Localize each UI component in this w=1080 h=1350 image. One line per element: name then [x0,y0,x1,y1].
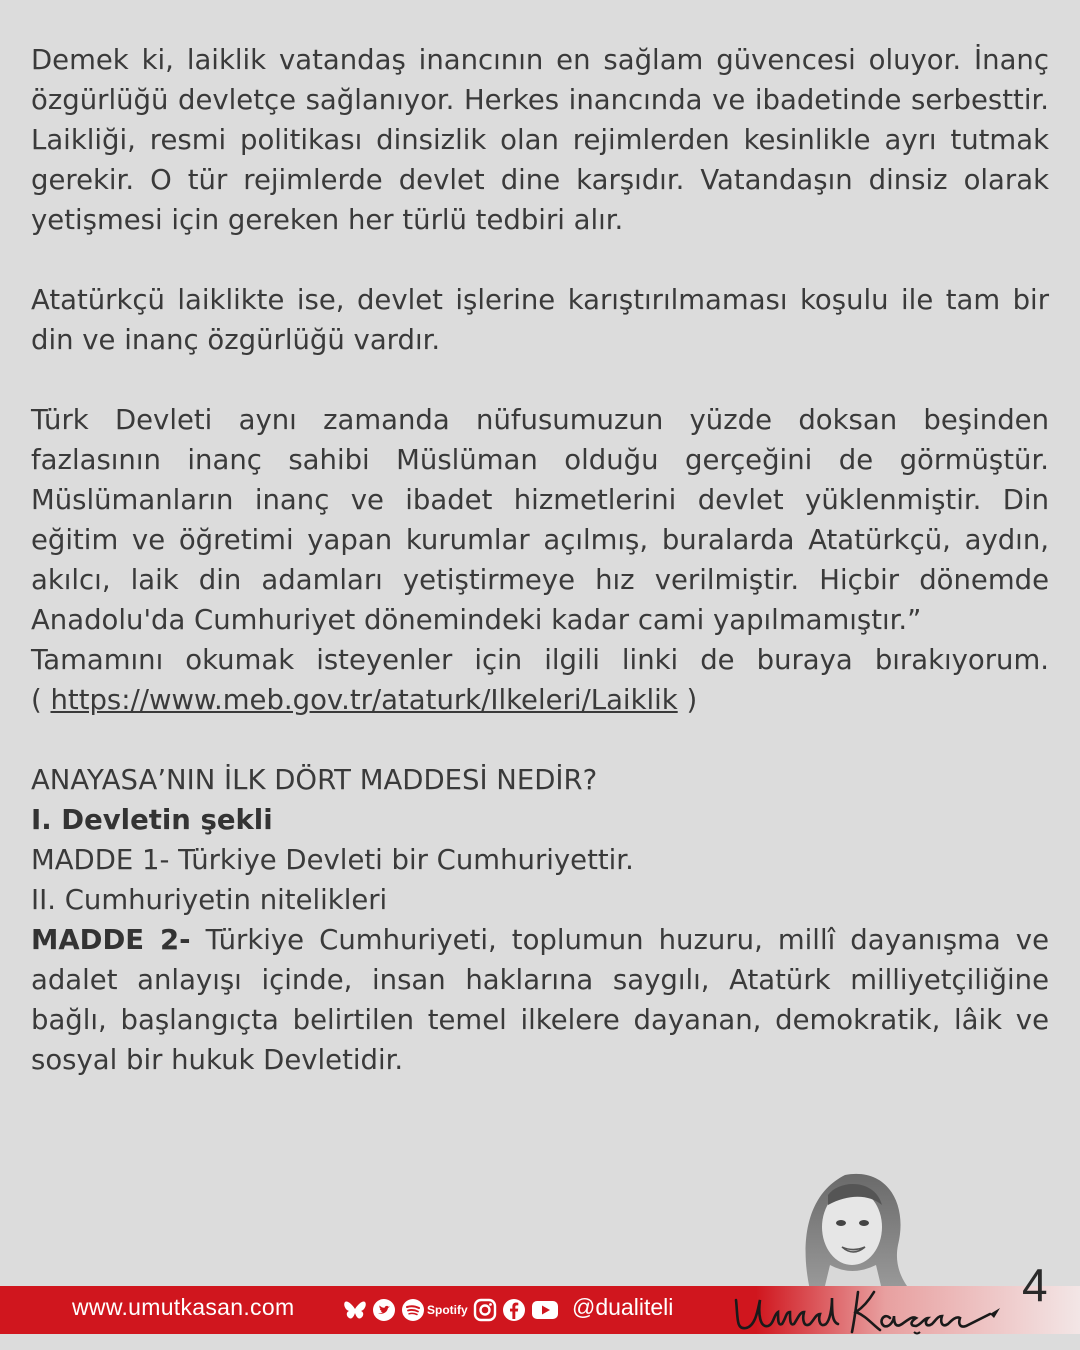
link-line [31,680,1049,720]
link-close-paren: ) [677,684,698,716]
website-link[interactable]: www.umutkasan.com [72,1294,295,1320]
page-number: 4 [1022,1259,1048,1311]
bluesky-icon[interactable] [343,1299,367,1321]
instagram-icon[interactable] [473,1298,497,1322]
link-open-paren: ( [31,684,51,716]
paragraph-ataturkcu-laiklik: Atatürkçü laiklikte ise, devlet işlerine karıştırılmaması koşulu ile tam bir din ve inanç özgürlüğü vardır. [31,284,1049,356]
paragraph-turk-devleti: Türk Devleti aynı zamanda nüfusumuzun yüzde doksan beşinden fazlasının inanç sahibi Müslüman olduğu gerçeğini de görmüştür. Müslümanların inanç ve ibadet hizmetlerini devlet yüklenmiştir. Din eğitim ve öğretimi yapan kurumlar açılmış, buralarda Atatürkçü, aydın, akılcı, laik din adamları yetiştirmeye hız verilmiştir. Hiçbir dönemde Anadolu'da Cumhuriyet dönemindeki kadar cami yapılmamıştır.” [31,404,1049,636]
paragraph-link-intro: Tamamını okumak isteyenler için ilgili linki de buraya bırakıyorum. [31,644,1049,676]
article-1: MADDE 1- Türkiye Devleti bir Cumhuriyettir. [31,844,634,876]
author-portrait [770,1165,920,1290]
signature-umut-kasan [728,1278,1008,1338]
article-2-text: Türkiye Cumhuriyeti, toplumun huzuru, millî dayanışma ve adalet anlayışı içinde, insan haklarına saygılı, Atatürk milliyetçiliğine bağlı, başlangıçta belirtilen temel ilkelere dayanan, demokratik, lâik ve sosyal bir hukuk Devletidir. [31,924,1049,1076]
social-handle[interactable]: @dualiteli [572,1294,674,1320]
youtube-icon[interactable] [531,1299,559,1321]
section-1-title: I. Devletin şekli [31,804,273,836]
paragraph-laiklik-guvence: Demek ki, laiklik vatandaş inancının en sağlam güvencesi oluyor. İnanç özgürlüğü devletçe sağlanıyor. Herkes inancında ve ibadetinde serbesttir. Laikliği, resmi politikası dinsizlik olan rejimlerden kesinlikle ayrı tutmak gerekir. O tür rejimlerde devlet dine karşıdır. Vatandaşın dinsiz olarak yetişmesi için gereken her türlü tedbiri alır. [31,44,1049,236]
article-2 [31,920,1049,1080]
article-2-label: MADDE 2- [31,924,191,956]
social-icons [343,1297,559,1323]
constitution-heading: ANAYASA’NIN İLK DÖRT MADDESİ NEDİR? [31,764,598,796]
main-content [31,40,1049,1080]
spotify-icon[interactable] [401,1298,468,1322]
section-2-title: II. Cumhuriyetin nitelikleri [31,884,388,916]
facebook-icon[interactable] [502,1298,526,1322]
twitter-icon[interactable] [372,1298,396,1322]
spotify-label: Spotify [427,1303,468,1317]
meb-laiklik-link[interactable]: https://www.meb.gov.tr/ataturk/Ilkeleri/Laiklik [50,684,678,716]
